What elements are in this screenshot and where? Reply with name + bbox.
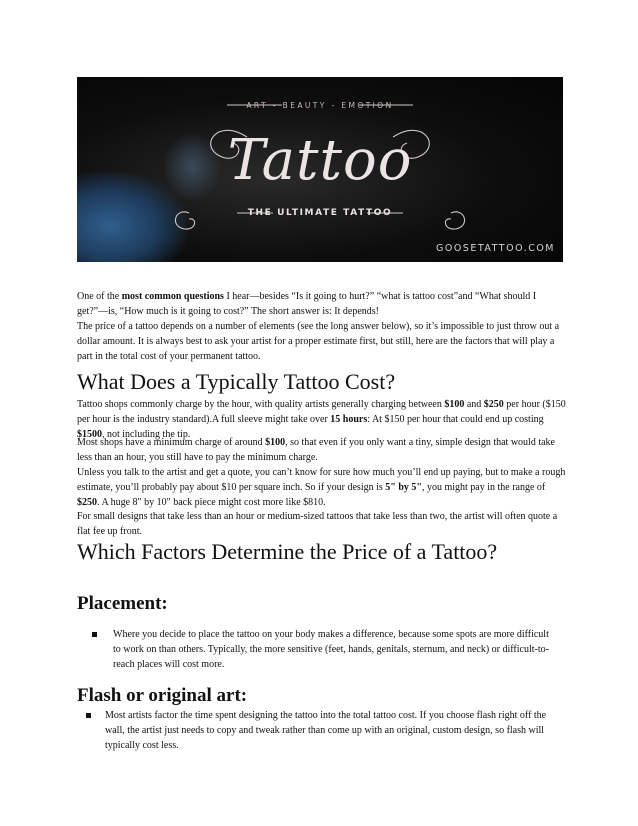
cost-paragraph-3: Unless you talk to the artist and get a quote, you can’t know for sure how much you’ll end up paying, but to make a rough estimate, you’ll probably pay about $10 per square inch. So if your design is 5" by 5", you might pay in the range of $250. A huge 8" by 10" back piece might cost more like $810. bbox=[77, 467, 566, 508]
cost-paragraph-4: For small designs that take less than an hour or medium-sized tattoos that take less than two, the artist will often quote a flat fee up front. bbox=[77, 511, 558, 537]
bullet-icon bbox=[86, 713, 91, 718]
banner-subtitle: THE ULTIMATE TATTOO bbox=[247, 208, 393, 218]
intro-paragraph-1: One of the most common questions I hear—besides “Is it going to hurt?” “what is tattoo cost”and “What should I get?”—is, “How much is it going to cost?” The short answer is: It depends! bbox=[77, 291, 537, 317]
cost-paragraph-2: Most shops have a minimum charge of around $100, so that even if you only want a tiny, simple design that would take less than an hour, you still have to pay the minimum charge. bbox=[77, 437, 555, 463]
banner-brand-logo: Tattoo bbox=[227, 128, 413, 193]
section-heading-price-factors: Which Factors Determine the Price of a Tattoo? bbox=[77, 539, 498, 564]
banner-tagline: ART - BEAUTY - EMOTION bbox=[246, 101, 394, 110]
section-heading-typical-cost: What Does a Typically Tattoo Cost? bbox=[77, 369, 396, 394]
list-item-text: Where you decide to place the tattoo on your body makes a difference, because some spots are more difficult to work on than others. Typically, the more sensitive (feet, hands, genitals, sternum, and neck) or difficult-to-reach places will cost more. bbox=[113, 629, 549, 670]
cost-paragraph-1: Tattoo shops commonly charge by the hour, with quality artists generally charging between $100 and $250 per hour ($150 per hour is the industry standard).A full sleeve might take over 15 hours: At $150 per hour that could end up costing $1500, not including the tip. bbox=[77, 399, 566, 440]
list-item-text: Most artists factor the time spent designing the tattoo into the total tattoo cost. If you choose flash right off the wall, the artist just needs to copy and tweak rather than come up with an original, custom design, so flash will typically cost less. bbox=[105, 710, 547, 751]
bullet-icon bbox=[92, 632, 97, 637]
banner-site-url: GOOSETATTOO.COM bbox=[435, 243, 555, 254]
hero-banner-image bbox=[77, 77, 563, 262]
subheading-placement: Placement: bbox=[77, 593, 168, 614]
intro-paragraph-2: The price of a tattoo depends on a number of elements (see the long answer below), so it’s impossible to just throw out a dollar amount. It is always best to ask your artist for a proper estimate first, but still, here are the factors that will play a part in the total cost of your permanent tattoo. bbox=[77, 321, 560, 362]
subheading-flash-original-art: Flash or original art: bbox=[77, 685, 248, 706]
